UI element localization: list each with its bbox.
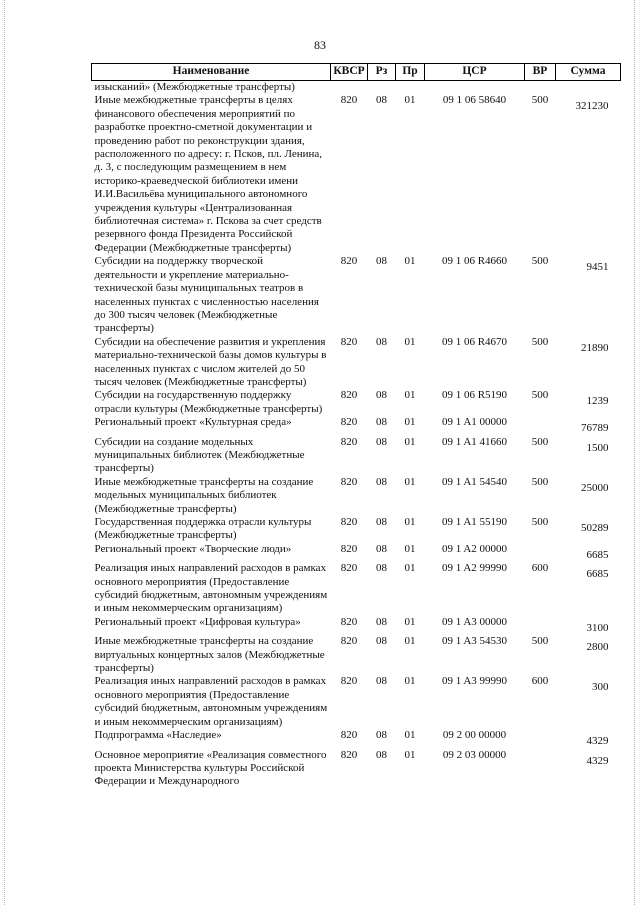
cell-kvsr: 820 [340,516,358,528]
cell-pr: 01 [404,389,416,402]
cell-pr: 01 [404,335,416,348]
cell-pr: 01 [404,255,416,268]
table-row [92,543,621,562]
cell-vr: 600 [531,675,549,688]
cell-sum: 1500 [586,441,609,454]
cell-name: Субсидии на обеспечение развития и укрепления материально-технической базы домов культуры в населенных пунктах с числом жителей до 50 тысяч человек (Межбюджетные трансферты) [94,335,327,388]
cell-kvsr: 820 [340,416,358,429]
cell-csr: 09 1 06 58640 [442,94,507,107]
cell-name: Государственная поддержка отрасли культуры (Межбюджетные трансферты) [94,516,312,542]
cell-vr: 500 [531,516,549,528]
cell-sum: 6685 [586,548,609,561]
cell-rz: 08 [376,615,387,628]
cell-csr: 09 2 03 00000 [442,748,507,761]
cell-kvsr [331,81,368,95]
table-row [92,336,621,390]
cell-pr: 01 [404,435,416,448]
table-row [92,562,621,616]
cell-rz: 08 [376,475,387,488]
cell-kvsr: 820 [340,729,358,742]
table-row [92,94,621,255]
cell-vr: 500 [531,255,549,268]
table-row [92,516,621,543]
cell-vr: 500 [531,435,549,448]
cell-kvsr: 820 [340,94,358,107]
cell-csr: 09 1 A1 54540 [441,475,508,488]
cell-vr: 600 [531,562,549,575]
table-body [92,81,621,789]
cell-rz [368,81,396,95]
cell-pr: 01 [404,542,416,555]
cell-sum: 4329 [586,735,609,748]
cell-pr: 01 [404,635,416,648]
cell-vr [525,616,556,635]
cell-sum: 300 [592,681,609,694]
cell-name: Региональный проект «Культурная среда» [94,416,292,429]
cell-sum: 2800 [586,641,609,654]
cell-csr: 09 1 A1 55190 [441,516,508,528]
cell-rz: 08 [376,335,387,348]
cell-csr: 09 1 A1 00000 [441,416,508,429]
cell-kvsr: 820 [340,675,358,688]
cell-sum: 6685 [586,568,609,581]
cell-sum: 9451 [586,261,609,274]
cell-sum: 76789 [581,422,609,435]
cell-sum [556,81,621,95]
cell-name: Реализация иных направлений расходов в рамках основного мероприятия (Предоставление субсидий бюджетным, автономным учреждениям и иным некоммерческим организациям) [94,675,328,728]
cell-rz: 08 [376,675,387,688]
cell-vr [525,543,556,562]
cell-kvsr: 820 [340,562,358,575]
cell-pr: 01 [404,748,416,761]
cell-name: Иные межбюджетные трансферты на создание виртуальных концертных залов (Межбюджетные трансферты) [94,635,325,675]
cell-rz: 08 [376,729,387,742]
cell-kvsr: 820 [340,748,358,761]
cell-name: Субсидии на создание модельных муниципальных библиотек (Межбюджетные трансферты) [94,435,305,475]
cell-name: Региональный проект «Цифровая культура» [94,615,301,628]
cell-kvsr: 820 [340,335,358,348]
cell-rz: 08 [376,435,387,448]
cell-csr: 09 1 A3 54530 [441,635,508,648]
cell-rz: 08 [376,748,387,761]
table-row [92,416,621,435]
cell-pr: 01 [404,562,416,575]
cell-pr: 01 [404,475,416,488]
header-row [92,64,621,81]
cell-name: Иные межбюджетные трансферты в целях финансового обеспечения мероприятий по разработке проектно-сметной документации и проведению работ по реконструкции здания, расположенного по адресу: г. Псков, пл. Ленина, д. 3, с последующим размещением в нем историко-краеведческой библиотеки имени И.И.Васильёва муниципального автономного учреждения культуры «Централизованная библиотечная система» г. Пскова за счет средств резервного фонда Президента Российской Федерации (Межбюджетные трансферты) [94,94,323,254]
cell-vr: 500 [531,475,549,488]
cell-csr: 09 1 06 R4660 [441,255,508,268]
table-row [92,476,621,516]
cell-kvsr: 820 [340,542,358,555]
cell-rz: 08 [376,416,387,429]
cell-kvsr: 820 [340,255,358,268]
cell-rz: 08 [376,516,387,528]
cell-vr: 500 [531,335,549,348]
cell-kvsr: 820 [340,615,358,628]
table-row [92,635,621,675]
table-row [92,675,621,729]
cell-sum: 50289 [581,522,609,534]
cell-vr [525,416,556,435]
cell-rz: 08 [376,255,387,268]
page-number: 83 [314,38,326,52]
scan-edge-right [634,0,636,905]
cell-rz: 08 [376,542,387,555]
header-name: Наименование [92,64,331,81]
cell-vr [525,729,556,748]
cell-pr [396,81,425,95]
cell-pr: 01 [404,729,416,742]
cell-vr: 500 [531,389,549,402]
cell-name: Реализация иных направлений расходов в рамках основного мероприятия (Предоставление субсидий бюджетным, автономным учреждениям и иным некоммерческим организациям) [94,562,328,615]
cell-rz: 08 [376,635,387,648]
cell-kvsr: 820 [340,635,358,648]
cell-pr: 01 [404,416,416,429]
cell-csr: 09 1 A1 41660 [441,435,508,448]
cell-name: Иные межбюджетные трансферты на создание модельных муниципальных библиотек (Межбюджетные трансферты) [94,475,314,515]
cell-pr: 01 [404,516,416,528]
cell-kvsr: 820 [340,389,358,402]
header-sum: Сумма [556,64,621,81]
budget-table [91,63,621,789]
scan-edge-left [4,0,6,905]
cell-name: Субсидии на государственную поддержку отрасли культуры (Межбюджетные трансферты) [94,389,323,415]
cell-csr: 09 1 06 R5190 [441,389,508,402]
cell-csr: 09 1 A2 00000 [441,542,508,555]
cell-csr: 09 2 00 00000 [442,729,507,742]
cell-name: Субсидии на поддержку творческой деятельности и укрепление материально-технической базы муниципальных театров в населенных пунктах с численностью населения до 300 тысяч человек (Межбюджетные трансферты) [94,255,319,335]
cell-rz: 08 [376,94,387,107]
cell-csr: 09 1 A2 99990 [441,562,508,575]
table-row [92,255,621,335]
cell-rz: 08 [376,389,387,402]
cell-sum: 321230 [575,100,609,113]
cell-sum: 1239 [586,395,609,408]
table-row [92,436,621,476]
cell-csr [425,81,525,95]
table-row [92,81,621,95]
table-row [92,749,621,789]
header-rz: Рз [368,64,396,81]
cell-name: изысканий» (Межбюджетные трансферты) [94,81,295,93]
table-row [92,729,621,748]
header-kvsr: КВСР [331,64,368,81]
cell-kvsr: 820 [340,475,358,488]
cell-csr: 09 1 A3 99990 [441,675,508,688]
cell-kvsr: 820 [340,435,358,448]
table-header [92,64,621,81]
cell-vr: 500 [531,635,549,648]
cell-csr: 09 1 06 R4670 [441,335,508,348]
cell-sum: 4329 [586,754,609,767]
cell-sum: 21890 [581,341,609,354]
cell-pr: 01 [404,615,416,628]
header-csr: ЦСР [425,64,525,81]
cell-name: Основное мероприятие «Реализация совместного проекта Министерства культуры Российской Федерации и Международного [94,748,327,788]
cell-pr: 01 [404,675,416,688]
cell-pr: 01 [404,94,416,107]
header-pr: Пр [396,64,425,81]
table-row [92,616,621,635]
cell-sum: 3100 [586,621,609,634]
cell-name: Региональный проект «Творческие люди» [94,542,292,555]
cell-rz: 08 [376,562,387,575]
header-vr: ВР [525,64,556,81]
cell-vr [525,81,556,95]
cell-vr: 500 [531,94,549,107]
cell-csr: 09 1 A3 00000 [441,615,508,628]
cell-sum: 25000 [581,481,609,494]
table-row [92,389,621,416]
cell-vr [525,749,556,789]
cell-name: Подпрограмма «Наследие» [94,729,222,742]
